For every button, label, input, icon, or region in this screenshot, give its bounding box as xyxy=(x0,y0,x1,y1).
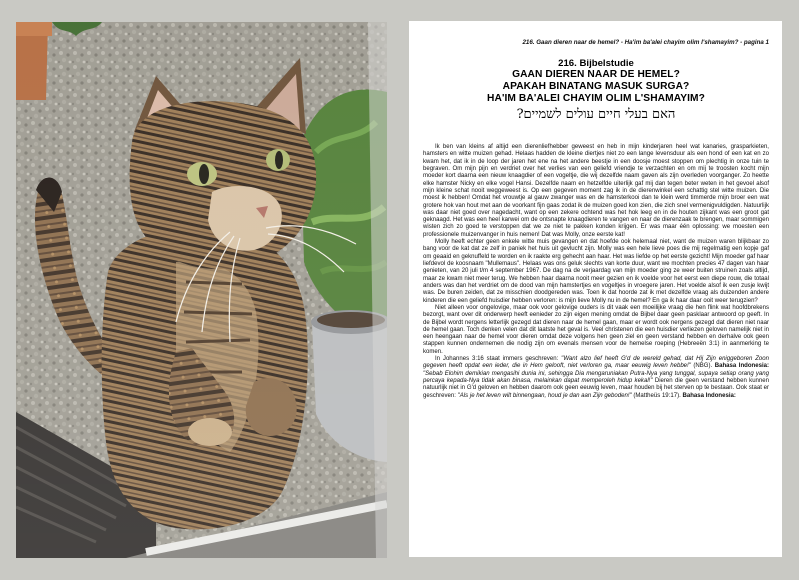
p4-middle: Dieren die geen verstand hebben kunnen natuurlijk niet in G'd geloven en hebben daarom ook geen eeuwig leven, maar houden bij het sterven op te bestaan. Ook staat er geschreven: xyxy=(423,378,770,399)
label-bahasa-indonesia-2: Bahasa Indonesia: xyxy=(682,392,736,399)
paragraph-1: Ik ben van kleins af altijd een dierenliefhebber geweest en heb in mijn kinderjaren heel wat kanaries, grasparkieten, hamsters en witte muizen gehad. Helaas hadden de kleine diertjes niet zo een lange levensduur als een hond of een kat en zo kwam het, dat ik in de loop der jaren het ene na het andere beestje in een doosje moest stoppen om plechtig in onze tuin te begraven. Om mijn pijn en verdriet over het verlies van een geliefd vriendje te verzachten en om mij te troosten kocht mijn moeder kort daarna een nieuw knaagdier of een vogeltje, die wij dezelfde naam gaven als zijn overleden voorganger. Zo heette elke hamster Nicky en elke vogel Hansi. Dezelfde naam en hetzelfde uiterlijk gaf mij dan tegen beter weten in het gevoel alsof mijn kleine schat nooit weggeweest is. Op een gegeven moment zag ik in de dierenwinkel een schattig stel witte muizen. Die moest ik hebben! Omdat het vrouwtje al gauw zwanger was en de hamsterkooi dan te klein werd timmerde mijn broer een wat grotere hok van hout met aan de voorkant fijn gaas zodat ik de muizen goed kon zien, die zich snel vermenigvuldigden. Natuurlijk was daar niet goed over nagedacht, want op een zekere ochtend was het hok leeg en in de houten zijkant was een groot gat geknaagd. Het was een heel karwei om de ontsnapte knaagdieren te vangen en naar de dierenzaak te brengen, maar sommigen wisten zich zo goed te verstoppen dat we ze niet te pakken konden krijgen. Er was maar één oplossing: we moesten een professionele muizenvanger in huis nemen! Dat was Molly, onze eerste kat! xyxy=(423,144,769,238)
study-number: 216. Bijbelstudie xyxy=(558,58,634,69)
p4-quote-indonesian: "Sebab Elohim demikian mengasihi dunia ini, sehingga Dia mengaruniakan Putra-Nya yang tunggal, supaya setiap orang yang percaya kepada-Nya tidak akan binasa, melainkan dapat memperoleh hidup kekal!" xyxy=(423,370,769,384)
label-bahasa-indonesia: Bahasa Indonesia: xyxy=(714,363,770,370)
p4-ref-matthew: (Mattheüs 19:17). xyxy=(631,392,683,399)
p4-quote-dutch-2: "Als je het leven wilt binnengaan, houd je dan aan Zijn geboden!" xyxy=(457,392,632,399)
title-hebrew: האם בעלי חיים עולים לשמיים? xyxy=(516,107,676,122)
title-indonesian: APAKAH BINATANG MASUK SURGA? xyxy=(502,81,690,92)
paragraph-2: Molly heeft echter geen enkele witte muis gevangen en dat hoefde ook helemaal niet, want de muizen waren blijkbaar zo bang voor de kat dat ze zelf in paniek het huis uit gevlucht zijn. Molly was een hele lieve poes die mij regelmatig een kopje gaf om geaaid en geknuffeld te worden en ik raakte erg gehecht aan haar. Het was liefde op het eerste gezicht! Mijn moeder gaf haar liefdevol de koosnaam "Mullemaus". Helaas was ons geluk slechts van korte duur, want we mochten precies 47 dagen van haar genieten, van 20 juli t/m 4 september 1967. De dag na de verjaardag van mijn moeder ging ze weer buiten struinen zoals altijd, maar ze kwam niet meer terug. We hebben haar daarna nooit meer gezien en ik voelde voor het eerst een diepe rouw, die totaal anders was dan het verdriet om de dood van mijn hamstertjes en vogeltjes in vroegere jaren. Het voelde alsof ik een zusje kwijt was. De buren zeiden, dat ze misschien doodgereden was. Toen ik dat hoorde zat ik met dezelfde vraag als duizenden andere kinderen die een geliefd huisdier hebben verloren: is mijn lieve Molly nu in de hemel? En ga ik haar daar ooit weer terugzien? xyxy=(423,239,769,304)
running-head: 216. Gaan dieren naar de hemel? - Ha'im ba'alei chayim olim l'shamayim? - pagina 1 xyxy=(522,39,769,46)
title-block xyxy=(423,58,769,123)
body-text xyxy=(423,144,769,400)
cat-photo xyxy=(16,22,387,558)
paragraph-3: Niet alleen voor ongelovige, maar ook voor gelovige ouders is dit vaak een moeilijke vraag die hen flink wat hoofdbrekens bezorgt, want over dit onderwerp heeft eenieder zo zijn eigen mening omdat de Bijbel daar geen pasklaar antwoord op geeft. In de Bijbel wordt nergens letterlijk gezegd dat dieren naar de hemel gaan, maar er wordt ook nergens gezegd dat dieren niet naar de hemel gaan. Toch denken velen dat dit laatste het geval is. Veel christenen die een huisdier verliezen geloven namelijk niet in een heengaan naar de hemel voor dieren omdat deze volgens hen geen ziel en geen verstand hebben en derhalve ook geen stappen kunnen ondernemen die nodig zijn om evenals mensen voor de hemelse roeping (Hebreeën 3:1) in aanmerking te komen. xyxy=(423,304,769,355)
paragraph-4 xyxy=(423,356,769,400)
p4-ref-nbg: (NBG). xyxy=(690,363,715,370)
cat-photo-illustration xyxy=(16,22,387,558)
title-transliteration: HA'IM BA'ALEI CHAYIM OLIM L'SHAMAYIM? xyxy=(487,93,705,104)
document-page xyxy=(409,21,782,557)
title-dutch: GAAN DIEREN NAAR DE HEMEL? xyxy=(512,69,680,80)
p4-quote-dutch: "Want alzo lief heeft G'd de wereld gehad, dat Hij Zijn eniggeboren Zoon gegeven heeft opdat een ieder, die in Hem gelooft, niet verloren ga, maar eeuwig leven hebbe!" xyxy=(423,356,769,370)
p4-intro: In Johannes 3:16 staat immers geschreven: xyxy=(435,356,562,363)
